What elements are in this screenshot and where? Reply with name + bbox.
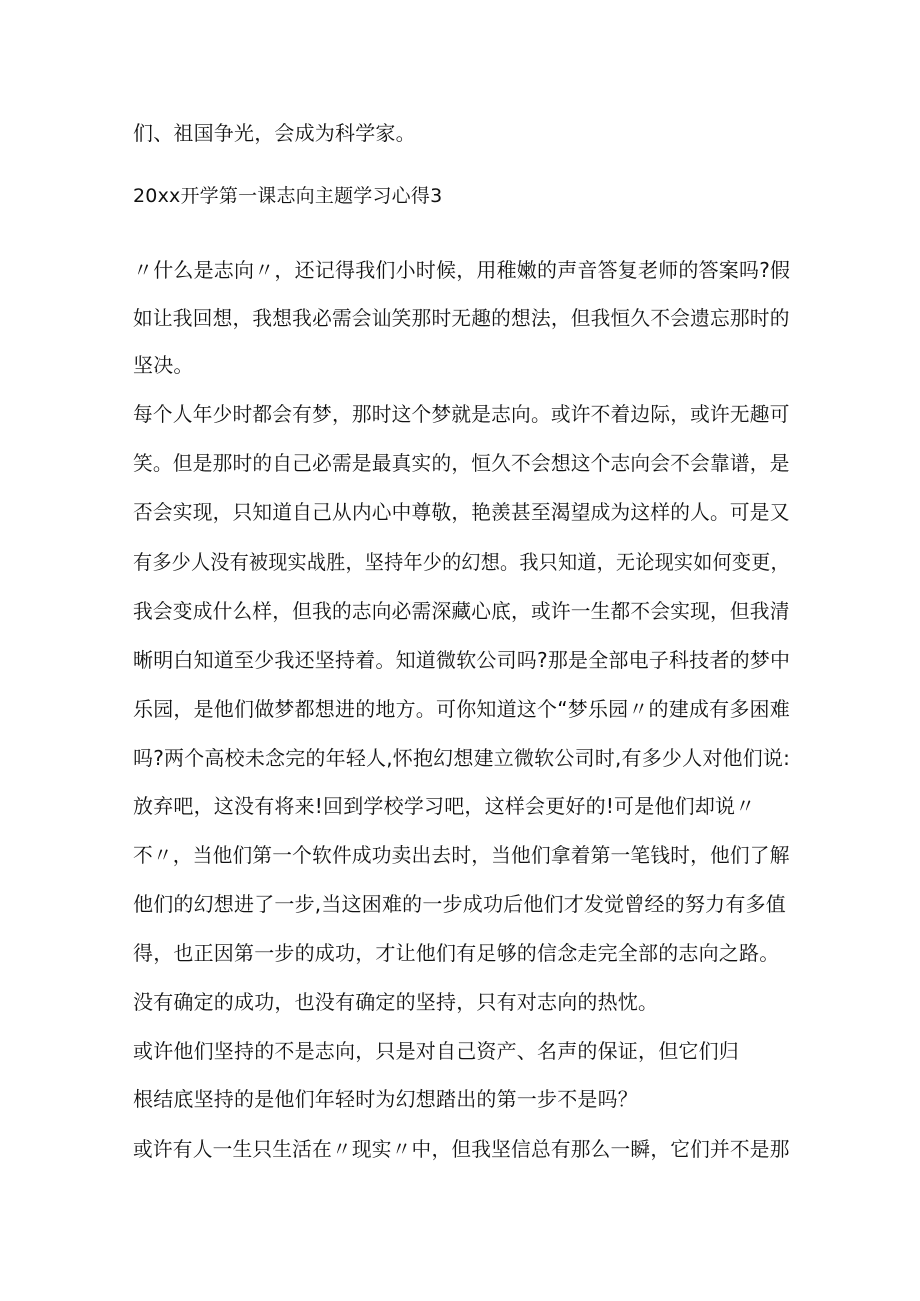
- text-line: 晰明白知道至少我还坚持着。知道微软公司吗?那是全部电子科技者的梦中: [133, 648, 791, 672]
- text-line: 他们的幻想进了一步,当这困难的一步成功后他们才发觉曾经的努力有多值: [133, 892, 786, 916]
- text-line: 放弃吧，这没有将来!回到学校学习吧，这样会更好的!可是他们却说〃: [133, 794, 756, 818]
- text-line: 有多少人没有被现实战胜，坚持年少的幻想。我只知道，无论现实如何变更，: [133, 550, 790, 574]
- text-line: 如让我回想，我想我必需会讪笑那时无趣的想法，但我恒久不会遗忘那时的: [133, 306, 790, 330]
- text-line: 坚决。: [133, 353, 194, 377]
- text-line: 或许他们坚持的不是志向，只是对自己资产、名声的保证，但它们归: [133, 1039, 739, 1063]
- text-line: 或许有人一生只生活在〃现实〃中，但我坚信总有那么一瞬，它们并不是那: [133, 1137, 790, 1161]
- text-line: 我会变成什么样，但我的志向必需深藏心底，或许一生都不会实现，但我清: [133, 599, 790, 623]
- text-line: 吗?两个高校未念完的年轻人,怀抱幻想建立微软公司时,有多少人对他们说:: [133, 746, 791, 770]
- text-line: 们、祖国争光，会成为科学家。: [133, 121, 416, 145]
- text-line: 〃什么是志向〃，还记得我们小时候，用稚嫩的声音答复老师的答案吗?假: [133, 258, 791, 282]
- text-line: 每个人年少时都会有梦，那时这个梦就是志向。或许不着边际，或许无趣可: [133, 402, 790, 426]
- text-line: 笑。但是那时的自己必需是最真实的，恒久不会想这个志向会不会靠谱，是: [133, 451, 790, 475]
- text-line: 根结底坚持的是他们年轻时为幻想踏出的第一步不是吗？: [133, 1087, 638, 1111]
- text-line: 不〃，当他们第一个软件成功卖出去时，当他们拿着第一笔钱时，他们了解: [133, 843, 790, 867]
- text-line: 没有确定的成功，也没有确定的坚持，只有对志向的热忱。: [133, 990, 659, 1014]
- text-line: 否会实现，只知道自己从内心中尊敬，艳羡甚至渴望成为这样的人。可是又: [133, 500, 790, 524]
- text-line: 得，也正因第一步的成功，才让他们有足够的信念走完全部的志向之路。: [133, 941, 780, 965]
- text-line: 乐园，是他们做梦都想进的地方。可你知道这个“梦乐园〃的建成有多困难: [133, 697, 790, 721]
- section-heading: 20xx开学第一课志向主题学习心得3: [133, 185, 443, 207]
